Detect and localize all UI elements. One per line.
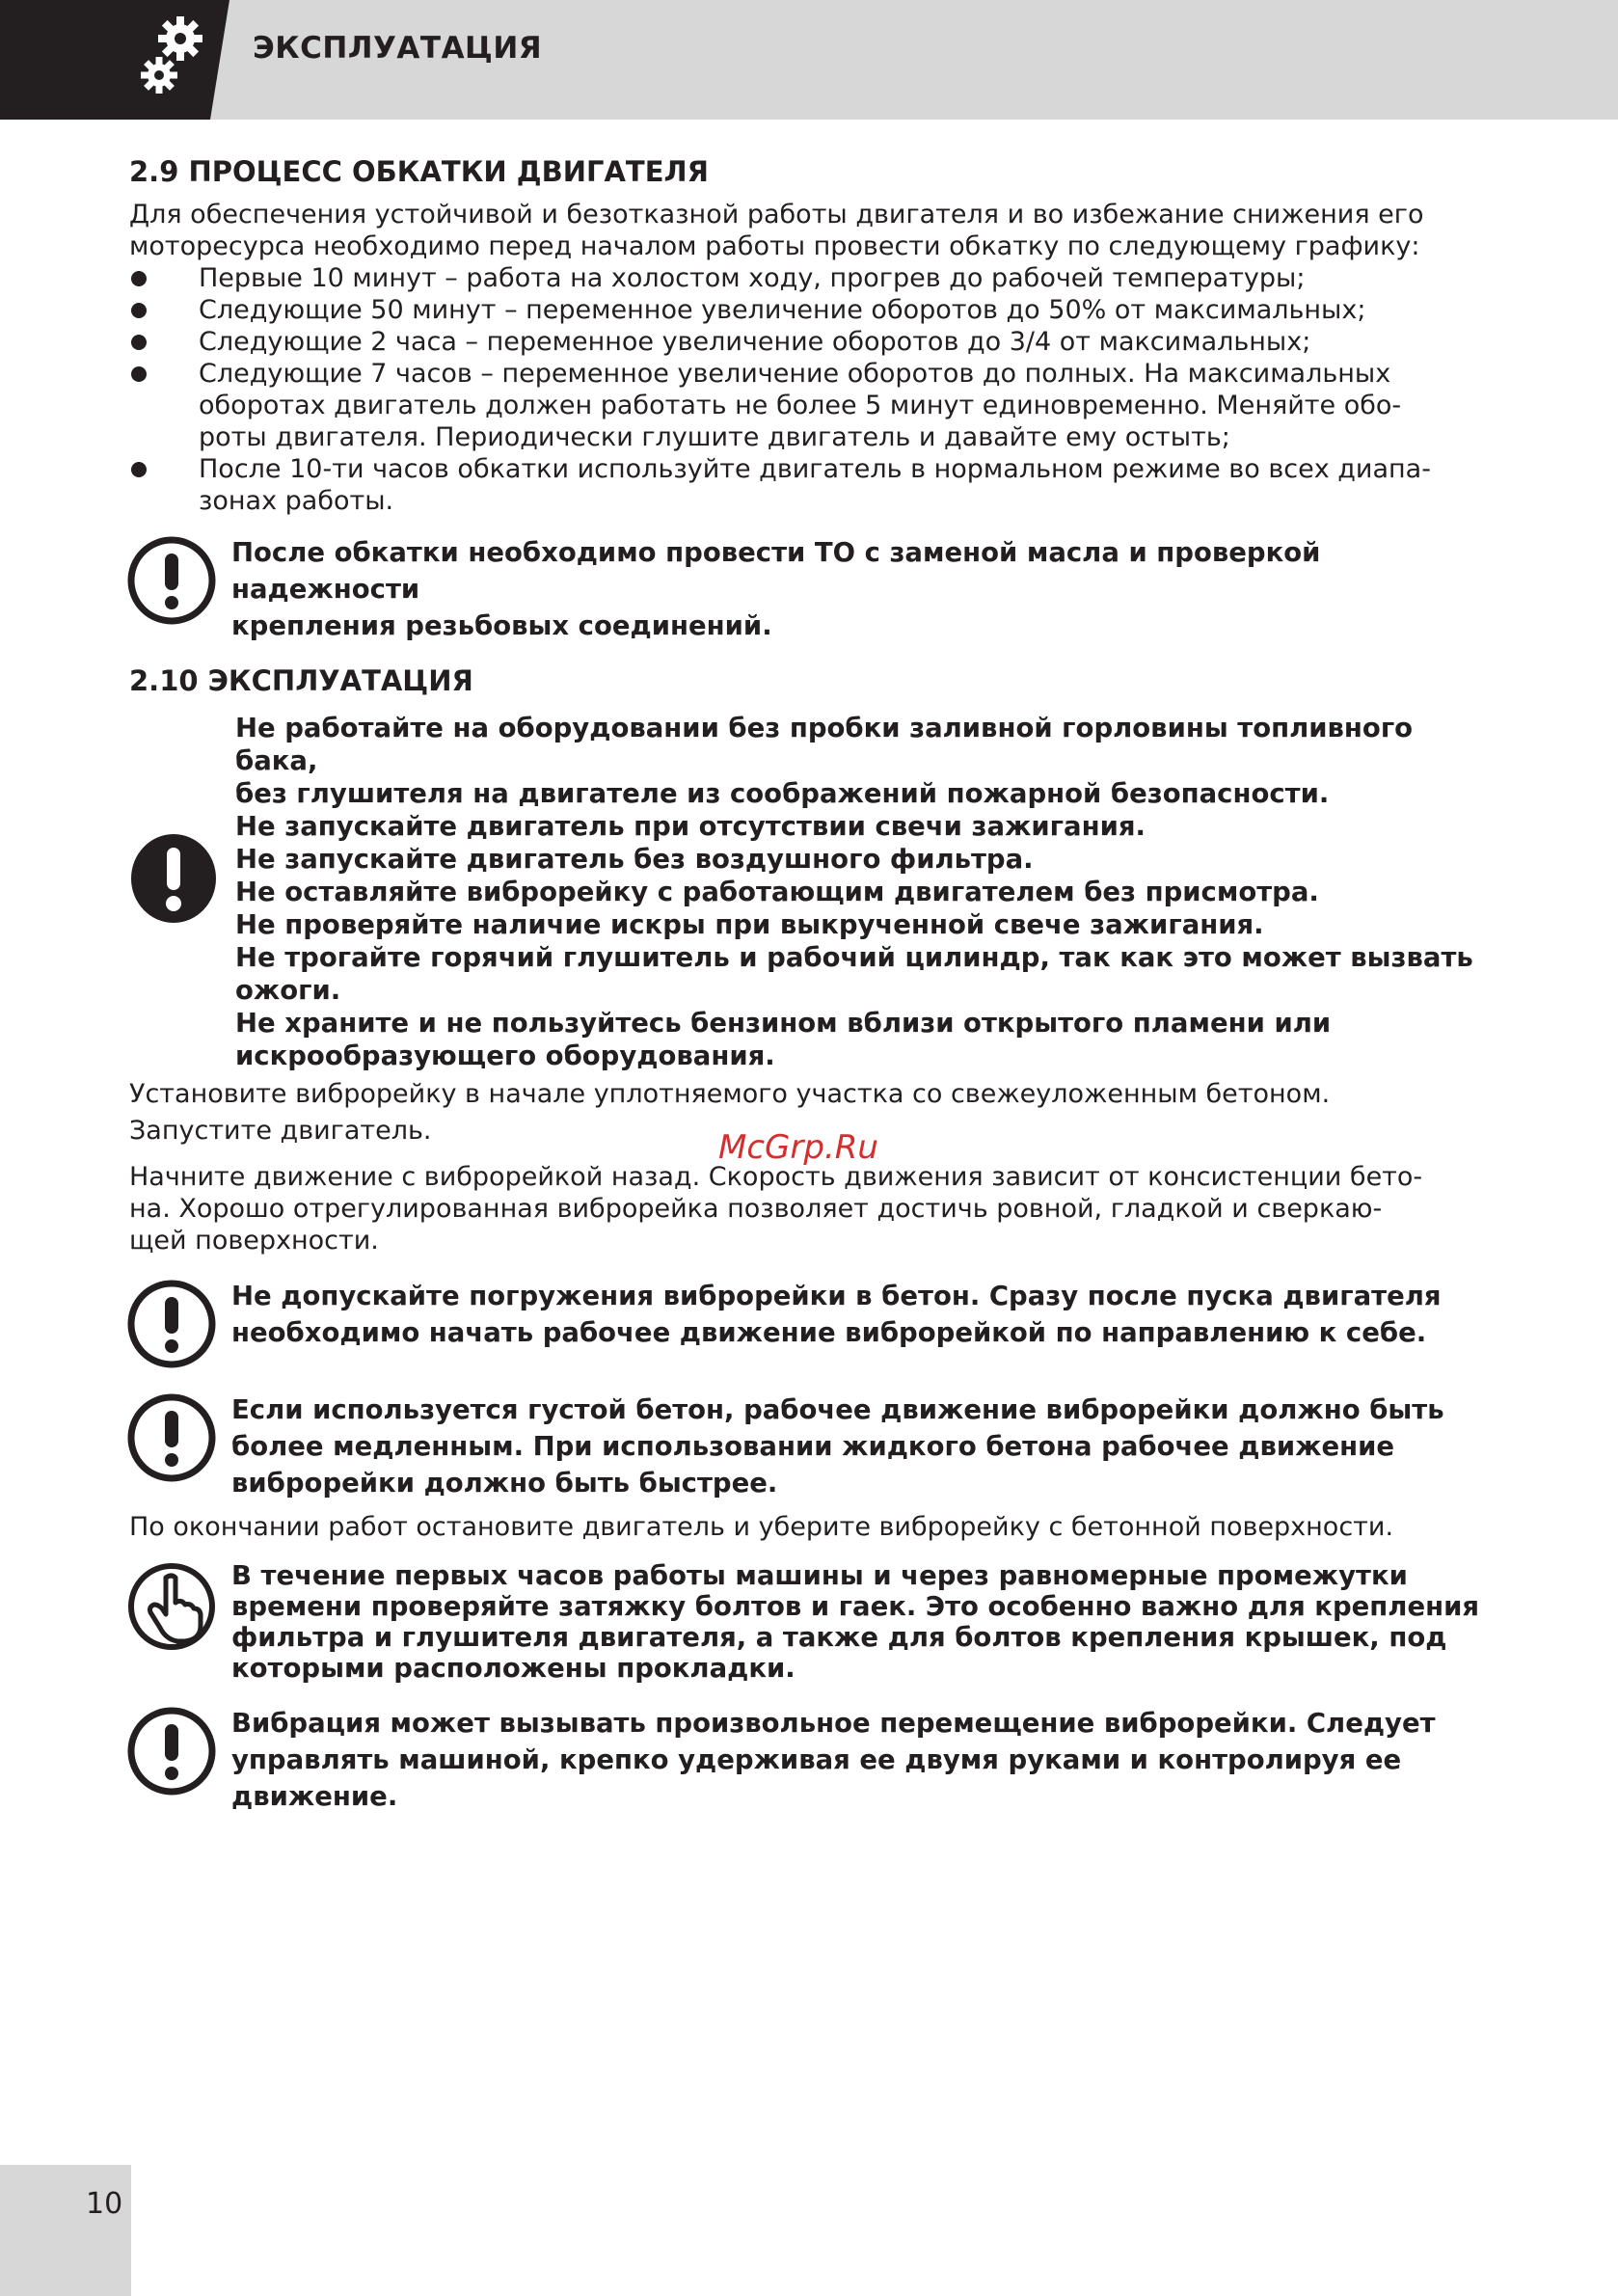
heading-2-10: 2.10 ЭКСПЛУАТАЦИЯ <box>129 664 473 697</box>
watermark: McGrp.Ru <box>718 1128 878 1167</box>
notice-concrete-density <box>125 1391 1498 1501</box>
para-install: Установите виброрейку в начале уплотняемого участка со свежеуложенным бетоном. <box>129 1079 1331 1109</box>
warning-line: Не трогайте горячий глушитель и рабочий цилиндр, так как это может вызвать <box>235 942 1473 973</box>
list-item: Следующие 50 минут – переменное увеличение оборотов до 50% от максимальных; <box>129 294 1498 326</box>
exclamation-icon <box>125 534 218 627</box>
bullet-icon <box>131 462 147 477</box>
header-section-title: ЭКСПЛУАТАЦИЯ <box>253 31 543 66</box>
gears-icon <box>140 14 213 102</box>
page-number-box <box>0 2165 131 2296</box>
notice-line: В течение первых часов работы машины и через равномерные промежутки <box>231 1560 1408 1591</box>
page-header <box>0 0 1618 120</box>
para-move: Начните движение с виброрейкой назад. Скорость движения зависит от консистенции бето- на. Хорошо отрегулированная виброрейка позволяет достичь ровной, гладкой и сверкаю- щей поверхности. <box>129 1162 1423 1256</box>
notice-maintenance <box>125 534 1498 644</box>
list-item: Следующие 7 часов – переменное увеличение оборотов до полных. На максимальных оборотах двигатель должен работать не более 5 минут единовременно. Меняйте обо- роты двигателя. Периодически глушите двигатель и давайте ему остыть; <box>129 358 1498 453</box>
notice-line: виброрейки должно быть быстрее. <box>231 1468 778 1499</box>
notice-line: Вибрация может вызывать произвольное перемещение виброрейки. Следует <box>231 1708 1436 1739</box>
bullet-icon <box>131 271 147 286</box>
intro-line: Для обеспечения устойчивой и безотказной работы двигателя и во избежание снижения его <box>129 200 1424 230</box>
notice-line: управлять машиной, крепко удерживая ее двумя руками и контролируя ее <box>231 1744 1402 1775</box>
warning-line: искрообразующего оборудования. <box>235 1040 775 1071</box>
warning-line: Не проверяйте наличие искры при выкрученной свече зажигания. <box>235 909 1264 940</box>
bullet-icon <box>131 366 147 382</box>
heading-2-9: 2.9 ПРОЦЕСС ОБКАТКИ ДВИГАТЕЛЯ <box>129 155 709 188</box>
notice-line: фильтра и глушителя двигателя, а также для болтов крепления крышек, под <box>231 1622 1447 1653</box>
notice-vibration <box>125 1705 1498 1815</box>
warning-line: Не работайте на оборудовании без пробки заливной горловины топливного бака, <box>235 713 1414 776</box>
notice-line: движение. <box>231 1781 398 1812</box>
bullet-icon <box>131 303 147 318</box>
list-item: После 10-ти часов обкатки используйте двигатель в нормальном режиме во всех диапа- зонах работы. <box>129 453 1498 517</box>
notice-line: времени проверяйте затяжку болтов и гаек. Это особенно важно для крепления <box>231 1591 1480 1622</box>
exclamation-icon <box>125 1278 218 1370</box>
page-content <box>129 154 1498 1815</box>
pointing-hand-icon <box>125 1560 218 1653</box>
warning-line: Не запускайте двигатель без воздушного фильтра. <box>235 844 1034 875</box>
safety-warnings <box>129 712 1498 1072</box>
notice-line: которыми расположены прокладки. <box>231 1653 796 1684</box>
intro-line: моторесурса необходимо перед началом работы провести обкатку по следующему графику: <box>129 231 1420 261</box>
list-item: Первые 10 минут – работа на холостом ходу, прогрев до рабочей температуры; <box>129 262 1498 294</box>
notice-immersion <box>125 1278 1498 1370</box>
notice-bolts <box>125 1560 1498 1684</box>
exclamation-icon <box>125 1705 218 1797</box>
list-item: Следующие 2 часа – переменное увеличение оборотов до 3/4 от максимальных; <box>129 326 1498 358</box>
para-start: Запустите двигатель. <box>129 1116 432 1146</box>
notice-line: Не допускайте погружения виброрейки в бетон. Сразу после пуска двигателя <box>231 1281 1442 1311</box>
exclamation-icon <box>125 1391 218 1484</box>
warning-line: ожоги. <box>235 975 341 1006</box>
warning-line: без глушителя на двигателе из соображений пожарной безопасности. <box>235 778 1330 809</box>
intro-paragraph <box>129 199 1498 262</box>
notice-line: крепления резьбовых соединений. <box>231 610 772 641</box>
warning-line: Не храните и не пользуйтесь бензином вблизи открытого пламени или <box>235 1008 1332 1039</box>
notice-line: Если используется густой бетон, рабочее движение виброрейки должно быть <box>231 1394 1444 1425</box>
warning-line: Не запускайте двигатель при отсутствии свечи зажигания. <box>235 811 1146 842</box>
page-number: 10 <box>86 2187 123 2221</box>
notice-line: необходимо начать рабочее движение виброрейкой по направлению к себе. <box>231 1317 1427 1348</box>
notice-line: После обкатки необходимо провести ТО с заменой масла и проверкой надежности <box>231 537 1321 605</box>
notice-line: более медленным. При использовании жидкого бетона рабочее движение <box>231 1431 1395 1462</box>
exclamation-filled-icon <box>129 832 218 925</box>
warning-line: Не оставляйте виброрейку с работающим двигателем без присмотра. <box>235 877 1319 907</box>
bullet-icon <box>131 335 147 350</box>
break-in-schedule-list <box>129 262 1498 517</box>
para-finish: По окончании работ остановите двигатель и уберите виброрейку с бетонной поверхности. <box>129 1512 1394 1542</box>
